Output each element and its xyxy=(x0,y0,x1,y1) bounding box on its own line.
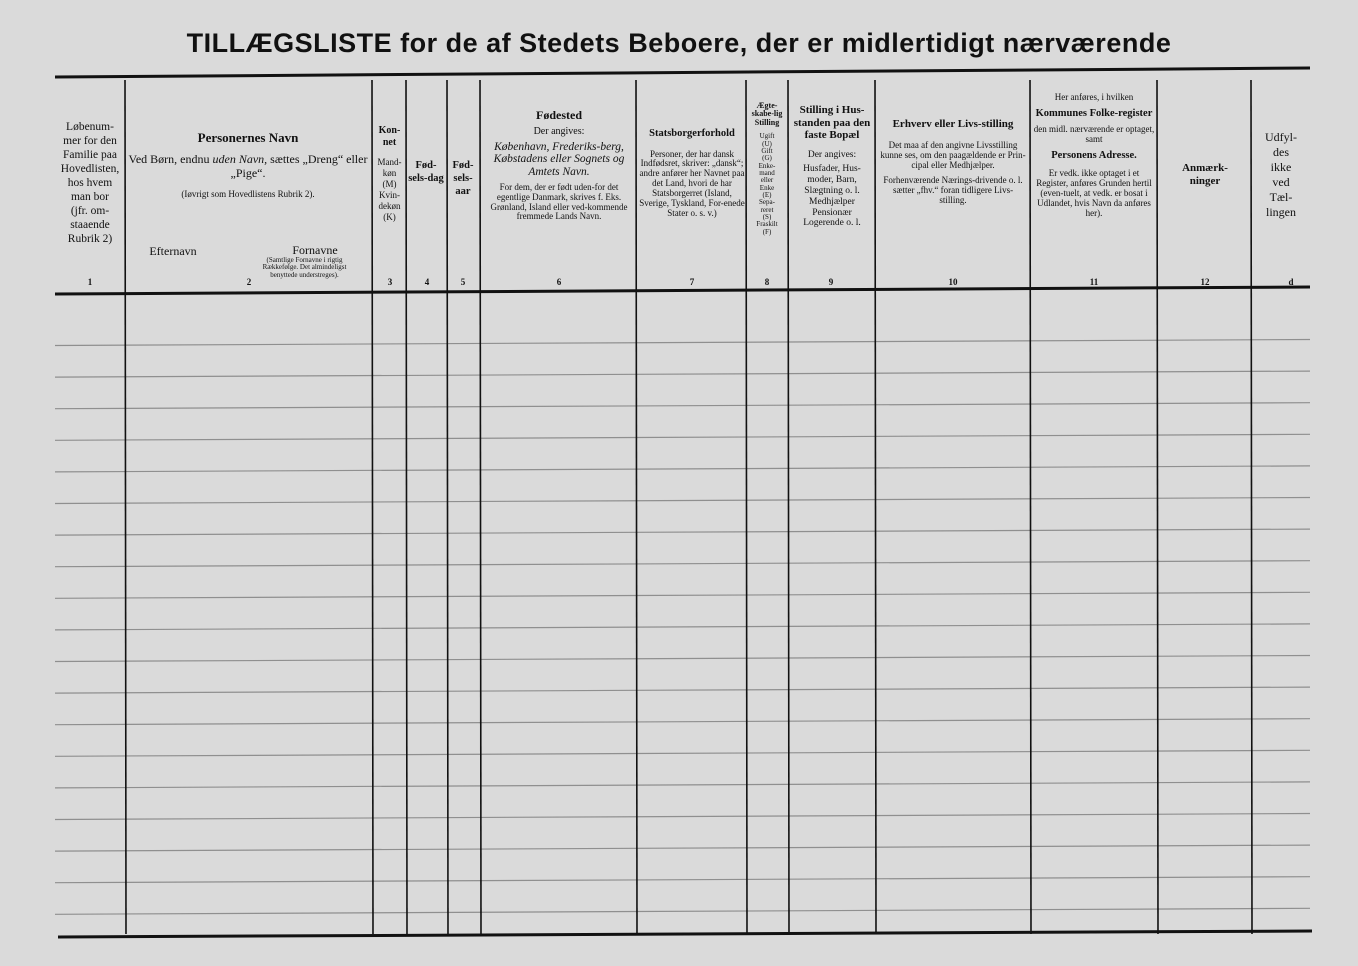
col8-line: eller xyxy=(760,176,774,185)
col3-header xyxy=(373,125,406,223)
col8-line: mand xyxy=(759,168,775,177)
col9-heading: Stilling i Hus-standen paa den faste Bopæl xyxy=(793,104,871,142)
ruled-line xyxy=(55,814,1310,820)
column-divider xyxy=(1030,80,1031,934)
column-divider xyxy=(788,80,789,934)
column-divider xyxy=(1157,80,1158,934)
col1-line: Løbenum- xyxy=(66,121,114,133)
ruled-line xyxy=(55,782,1310,788)
top-rule xyxy=(55,68,1310,77)
col2-sub-efternavn: Efternavn xyxy=(149,244,197,258)
col8-line: Fraskilt xyxy=(756,220,778,229)
col-number-7: 7 xyxy=(689,277,695,287)
col4-header: Fød-sels-dag xyxy=(408,160,444,184)
ruled-line xyxy=(55,656,1310,662)
col-number-3: 3 xyxy=(387,277,393,287)
col6-italic: København, Frederiks-berg, Købstadens eller Sognets og Amtets Navn. xyxy=(493,140,625,179)
ruled-line xyxy=(55,877,1310,883)
col-number-6: 6 xyxy=(556,277,562,287)
form-title: TILLÆGSLISTE for de af Stedets Beboere, der er midlertidigt nærværende xyxy=(186,28,1172,58)
ruled-line xyxy=(55,466,1310,472)
ruled-line xyxy=(55,719,1310,725)
column-divider xyxy=(746,80,747,934)
col1-line: Hovedlisten, xyxy=(60,163,120,176)
column-divider xyxy=(636,80,637,934)
ruled-line xyxy=(55,908,1310,914)
col-number-9: 9 xyxy=(828,277,834,287)
col8-heading: Ægte-skabe-lig Stilling xyxy=(751,101,783,127)
col8-line: Ugift xyxy=(759,132,775,141)
ruled-line xyxy=(55,687,1310,693)
col10-header xyxy=(880,118,1026,205)
col11-heading: Kommunes Folke-register xyxy=(1035,108,1153,120)
column-divider xyxy=(875,80,876,934)
col8-line: (E) xyxy=(762,190,772,199)
col1-header xyxy=(55,120,125,246)
ruled-line xyxy=(55,403,1310,409)
col9-text: Husfader, Hus-moder, Barn, Slægtning o. l. Medhjælper Pensionær Logerende o. l. xyxy=(803,163,861,229)
col3-line: (M) xyxy=(382,179,397,190)
col11-header xyxy=(1033,92,1155,218)
cold-line: Udfyl- xyxy=(1265,130,1297,144)
col-number-4: 4 xyxy=(424,277,430,287)
col10-text: Det maa af den angivne Livsstilling kunne ses, om den paagældende er Prin-cipal eller Medhjælper. xyxy=(880,140,1026,171)
col1-line: man bor xyxy=(70,191,109,204)
ruled-line xyxy=(55,498,1310,504)
ruled-line xyxy=(55,624,1310,630)
col7-header xyxy=(638,128,746,219)
col-number-5: 5 xyxy=(460,277,466,287)
ruled-line xyxy=(55,845,1310,851)
col1-line: staaende xyxy=(70,219,110,232)
col10-heading: Erhverv eller Livs-stilling xyxy=(892,118,1014,130)
col11-pre: Her anføres, i hvilken xyxy=(1054,92,1134,102)
col2-sub-fornavne: Fornavne xyxy=(292,243,338,257)
col12-header: Anmærk-ninger xyxy=(1182,162,1228,188)
column-divider xyxy=(480,80,481,934)
col10-text2: Forhenværende Nærings-drivende o. l. sætter „fhv.“ foran tidligere Livs-stilling. xyxy=(883,174,1023,205)
cold-line: ved xyxy=(1272,175,1290,189)
col8-line: reret xyxy=(760,205,774,214)
col3-line: dekøn xyxy=(378,201,401,212)
ruled-line xyxy=(55,561,1310,567)
column-divider xyxy=(447,80,448,934)
col2-note: (Iøvrigt som Hovedlistens Rubrik 2). xyxy=(181,189,315,200)
col8-line: Enke- xyxy=(758,161,776,170)
col11-sub: den midl. nærværende er optaget, samt xyxy=(1033,123,1155,144)
col2-text: Ved Børn, endnu xyxy=(128,151,210,166)
col5-header: Fød-sels-aar xyxy=(452,160,474,197)
col8-line: (U) xyxy=(762,139,772,148)
col-number-2: 2 xyxy=(246,277,252,287)
col-number-1: 1 xyxy=(87,277,93,287)
cold-line: Tæl- xyxy=(1269,190,1293,204)
col2-heading: Personernes Navn xyxy=(197,130,299,145)
col2-text2: sættes „Dreng“ eller „Pige“. xyxy=(230,151,368,181)
col6-heading: Fødested xyxy=(536,108,582,122)
col3-line: Kvin- xyxy=(379,190,400,201)
col3-line: køn xyxy=(382,168,397,179)
ruled-line xyxy=(55,750,1310,756)
ruled-line xyxy=(55,529,1310,535)
col6-sub: Der angives: xyxy=(533,125,585,137)
ruled-lines xyxy=(55,340,1310,915)
col6-text: For dem, der er født uden-for det egentlige Danmark, skrives f. Eks. Grønland, Island eller ved-kommende fremmede Lands Navn. xyxy=(490,181,628,222)
col1-line: Rubrik 2) xyxy=(67,233,113,246)
col-number-12: 12 xyxy=(1200,277,1210,287)
col8-line: (S) xyxy=(762,212,772,221)
ruled-line xyxy=(55,340,1310,346)
ruled-line xyxy=(55,371,1310,377)
col9-sub: Der angives: xyxy=(807,149,857,160)
cold-line: lingen xyxy=(1266,205,1296,219)
column-divider xyxy=(406,80,407,934)
cold-line: ikke xyxy=(1270,160,1292,174)
col2-header xyxy=(128,130,368,200)
col2-text-italic: uden Navn, xyxy=(212,151,268,166)
col-number-11: 11 xyxy=(1089,277,1099,287)
column-divider xyxy=(125,80,126,934)
col8-line: (F) xyxy=(762,227,772,236)
col11-heading2: Personens Adresse. xyxy=(1051,149,1137,161)
cold-line: des xyxy=(1273,145,1289,159)
ruled-line xyxy=(55,434,1310,440)
col1-line: hos hvem xyxy=(67,177,113,190)
col3-line: (K) xyxy=(383,212,396,223)
col7-heading: Statsborgerforhold xyxy=(649,128,735,139)
col1-line: mer for den xyxy=(63,135,117,148)
col-number-8: 8 xyxy=(764,277,770,287)
col2-sub-note: (Samtlige Fornavne i rigtig Rækkefølge. Det almindeligst benyttede understreges). xyxy=(262,256,347,279)
col6-header xyxy=(484,108,634,222)
col7-text: Personer, der har dansk Indfødsret, skriver: „dansk“; andre anfører her Navnet paa det Land, hvori de har Statsborgerret (Island, Sverige, Tyskland, For-enede Stater o. s. v.) xyxy=(639,148,745,218)
col1-line: (jfr. om- xyxy=(70,205,110,218)
ruled-line xyxy=(55,592,1310,598)
col-number-10: 10 xyxy=(948,277,958,287)
col3-heading: Kon-net xyxy=(378,125,401,149)
col3-line: Mand- xyxy=(377,157,402,168)
col8-header xyxy=(748,102,786,236)
col11-text: Er vedk. ikke optaget i et Register, anføres Grunden hertil (even-tuelt, at vedk. er bosat i Udlandet, hvis Navn da anføres her). xyxy=(1036,167,1152,219)
col8-line: Sepa- xyxy=(759,198,775,207)
col9-header xyxy=(791,104,873,229)
col8-line: (G) xyxy=(762,154,772,163)
bottom-rule xyxy=(58,931,1312,937)
col8-line: Enke xyxy=(759,183,775,192)
cold-header xyxy=(1252,130,1310,220)
col1-line: Familie paa xyxy=(63,149,117,162)
header-bottom-rule xyxy=(55,287,1310,294)
col-number-d: d xyxy=(1288,277,1294,287)
col8-line: Gift xyxy=(761,146,773,155)
